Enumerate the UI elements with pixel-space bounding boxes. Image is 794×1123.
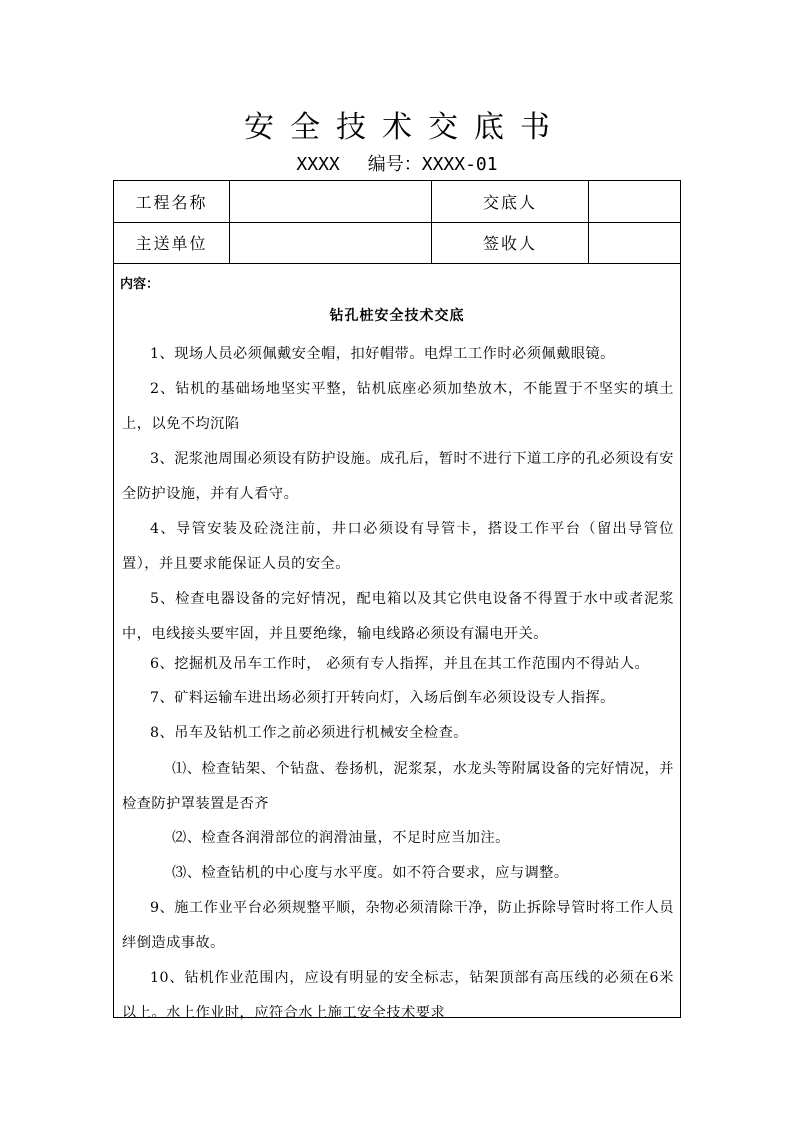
document-subtitle — [0, 150, 794, 176]
list-item: 3、泥浆池周围必须设有防护设施。成孔后，暂时不进行下道工序的孔必须设有安全防护设施，并有人看守。 — [122, 451, 674, 502]
content-heading: 钻孔桩安全技术交底 — [329, 308, 465, 324]
header-row-project — [114, 181, 680, 223]
list-item: ⑴、检查钻架、个钻盘、卷扬机，泥浆泵，水龙头等附属设备的完好情况，并检查防护罩装置是否齐 — [122, 761, 674, 812]
discloser-label: 交底人 — [432, 181, 589, 222]
list-item: 8、吊车及钻机工作之前必须进行机械安全检查。 — [150, 725, 468, 741]
project-name-field[interactable] — [230, 181, 432, 222]
header-row-recipient — [114, 222, 680, 264]
list-item: 2、钻机的基础场地坚实平整，钻机底座必须加垫放木，不能置于不坚实的填土上，以免不均沉陷 — [122, 381, 674, 432]
disclosure-form — [113, 180, 681, 1021]
list-item: 6、挖掘机及吊车工作时， 必须有专人指挥，并且在其工作范围内不得站人。 — [150, 656, 650, 672]
subtitle-number: 编号：XXXX-01 — [367, 154, 498, 175]
document-title: 安全技术交底书 — [244, 110, 566, 145]
list-item: 9、施工作业平台必须规整平顺，杂物必须清除干净，防止拆除导管时将工作人员绊倒造成事故。 — [122, 900, 674, 951]
list-item: 7、矿料运输车进出场必须打开转向灯，入场后倒车必须设设专人指挥。 — [150, 690, 615, 706]
list-item: 1、现场人员必须佩戴安全帽，扣好帽带。电焊工工作时必须佩戴眼镜。 — [150, 346, 615, 362]
discloser-field[interactable] — [589, 181, 680, 222]
content-label: 内容： — [120, 277, 160, 292]
list-item: ⑵、检查各润滑部位的润滑油量，不足时应当加注。 — [172, 830, 510, 846]
list-item: 10、钻机作业范围内，应设有明显的安全标志，钻架顶部有高压线的必须在6米以上。水上作业时，应符合水上施工安全技术要求 — [122, 970, 674, 1021]
project-name-label: 工程名称 — [114, 181, 230, 222]
signee-field[interactable] — [589, 222, 680, 263]
subtitle-code: XXXX — [296, 154, 340, 175]
signee-label: 签收人 — [432, 222, 589, 263]
list-item: 5、检查电器设备的完好情况，配电箱以及其它供电设备不得置于水中或者泥浆中，电线接头要牢固，并且要绝缘，输电线路必须设有漏电开关。 — [122, 591, 674, 642]
recipient-unit-field[interactable] — [230, 222, 432, 263]
list-item: 4、导管安装及砼浇注前，井口必须设有导管卡，搭设工作平台（留出导管位置），并且要求能保证人员的安全。 — [122, 521, 674, 572]
recipient-unit-label: 主送单位 — [114, 222, 230, 263]
list-item: ⑶、检查钻机的中心度与水平度。如不符合要求，应与调整。 — [172, 865, 569, 881]
